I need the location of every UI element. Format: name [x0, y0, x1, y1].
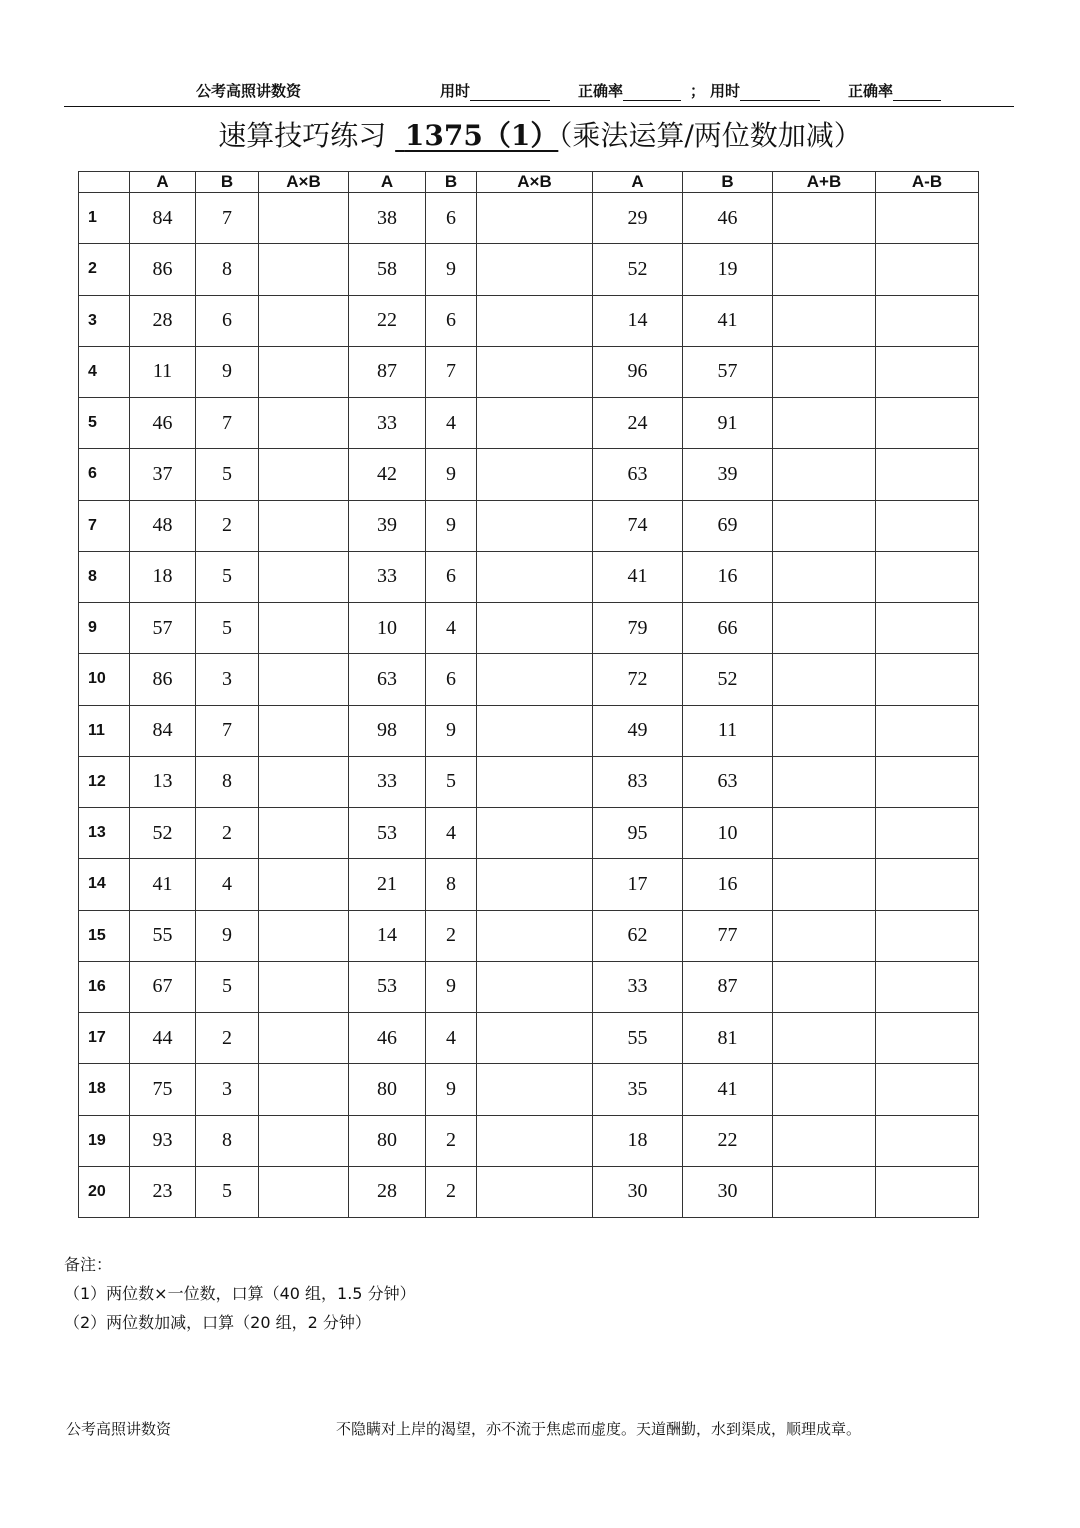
time-field-2[interactable] [710, 80, 820, 101]
page-header [0, 80, 1080, 104]
answer-cell[interactable] [477, 654, 593, 705]
operand-cell: 79 [593, 603, 683, 654]
answer-cell[interactable] [773, 1115, 876, 1166]
answer-cell[interactable] [773, 346, 876, 397]
operand-cell: 10 [349, 603, 426, 654]
operand-cell: 17 [593, 859, 683, 910]
answer-cell[interactable] [477, 705, 593, 756]
operand-cell: 57 [130, 603, 196, 654]
operand-cell: 23 [130, 1166, 196, 1217]
answer-cell[interactable] [259, 551, 349, 602]
answer-cell[interactable] [773, 449, 876, 500]
footer-motto: 不隐瞒对上岸的渴望，亦不流于焦虑而虚度。天道酬勤，水到渠成，顺理成章。 [336, 1420, 862, 1438]
answer-cell[interactable] [477, 1115, 593, 1166]
operand-cell: 63 [593, 449, 683, 500]
time-field-1[interactable] [440, 80, 550, 101]
operand-cell: 66 [683, 603, 773, 654]
row-number: 1 [79, 193, 130, 244]
operand-cell: 67 [130, 961, 196, 1012]
answer-cell[interactable] [259, 1064, 349, 1115]
answer-cell[interactable] [477, 1166, 593, 1217]
operand-cell: 8 [426, 859, 477, 910]
operand-cell: 29 [593, 193, 683, 244]
row-number: 7 [79, 500, 130, 551]
answer-cell[interactable] [876, 1064, 979, 1115]
operand-cell: 24 [593, 398, 683, 449]
row-number: 17 [79, 1013, 130, 1064]
operand-cell: 7 [196, 398, 259, 449]
table-header-row [79, 172, 979, 193]
operand-cell: 37 [130, 449, 196, 500]
operand-cell: 81 [683, 1013, 773, 1064]
operand-cell: 28 [349, 1166, 426, 1217]
answer-cell[interactable] [773, 1064, 876, 1115]
operand-cell: 38 [349, 193, 426, 244]
answer-cell[interactable] [259, 808, 349, 859]
operand-cell: 93 [130, 1115, 196, 1166]
operand-cell: 4 [196, 859, 259, 910]
operand-cell: 2 [196, 500, 259, 551]
operand-cell: 41 [683, 1064, 773, 1115]
table-row [79, 1064, 979, 1115]
answer-cell[interactable] [259, 961, 349, 1012]
answer-cell[interactable] [773, 910, 876, 961]
accuracy-label-1: 正确率 [578, 82, 624, 100]
answer-cell[interactable] [477, 551, 593, 602]
answer-cell[interactable] [773, 756, 876, 807]
answer-cell[interactable] [876, 961, 979, 1012]
operand-cell: 9 [426, 449, 477, 500]
operand-cell: 41 [593, 551, 683, 602]
operand-cell: 46 [349, 1013, 426, 1064]
answer-cell[interactable] [259, 244, 349, 295]
column-header: A [130, 172, 196, 193]
answer-cell[interactable] [477, 193, 593, 244]
table-row [79, 1013, 979, 1064]
operand-cell: 10 [683, 808, 773, 859]
answer-cell[interactable] [259, 1013, 349, 1064]
answer-cell[interactable] [259, 346, 349, 397]
answer-cell[interactable] [876, 193, 979, 244]
operand-cell: 77 [683, 910, 773, 961]
answer-cell[interactable] [876, 705, 979, 756]
operand-cell: 9 [426, 961, 477, 1012]
answer-cell[interactable] [876, 654, 979, 705]
answer-cell[interactable] [876, 398, 979, 449]
header-divider [64, 106, 1014, 107]
time-blank-1[interactable] [470, 84, 550, 101]
table-row [79, 193, 979, 244]
operand-cell: 63 [683, 756, 773, 807]
operand-cell: 2 [196, 1013, 259, 1064]
column-header: A×B [477, 172, 593, 193]
answer-cell[interactable] [477, 295, 593, 346]
operand-cell: 83 [593, 756, 683, 807]
operand-cell: 13 [130, 756, 196, 807]
table-row [79, 910, 979, 961]
operand-cell: 18 [130, 551, 196, 602]
operand-cell: 8 [196, 1115, 259, 1166]
column-header: B [426, 172, 477, 193]
operand-cell: 7 [196, 705, 259, 756]
table-row [79, 1115, 979, 1166]
operand-cell: 5 [196, 603, 259, 654]
operand-cell: 18 [593, 1115, 683, 1166]
notes-section [64, 1250, 416, 1337]
answer-cell[interactable] [477, 910, 593, 961]
table-row [79, 295, 979, 346]
operand-cell: 87 [349, 346, 426, 397]
column-header: B [196, 172, 259, 193]
operand-cell: 2 [196, 808, 259, 859]
row-number: 14 [79, 859, 130, 910]
operand-cell: 9 [196, 910, 259, 961]
row-number: 3 [79, 295, 130, 346]
answer-cell[interactable] [477, 961, 593, 1012]
answer-cell[interactable] [773, 295, 876, 346]
operand-cell: 44 [130, 1013, 196, 1064]
operand-cell: 5 [426, 756, 477, 807]
operand-cell: 96 [593, 346, 683, 397]
answer-cell[interactable] [876, 808, 979, 859]
time-label-2: 用时 [710, 82, 741, 100]
operand-cell: 33 [349, 756, 426, 807]
operand-cell: 84 [130, 193, 196, 244]
operand-cell: 9 [426, 244, 477, 295]
page-title [0, 114, 1080, 154]
table-row [79, 603, 979, 654]
answer-cell[interactable] [259, 295, 349, 346]
practice-table [78, 171, 979, 1218]
answer-cell[interactable] [773, 859, 876, 910]
answer-cell[interactable] [876, 756, 979, 807]
notes-label: 备注： [64, 1255, 113, 1274]
answer-cell[interactable] [773, 961, 876, 1012]
row-number: 5 [79, 398, 130, 449]
operand-cell: 33 [349, 551, 426, 602]
operand-cell: 2 [426, 1115, 477, 1166]
column-header: A-B [876, 172, 979, 193]
operand-cell: 86 [130, 654, 196, 705]
column-header: A+B [773, 172, 876, 193]
title-suffix: （乘法运算/两位数加减） [558, 119, 862, 152]
operand-cell: 11 [683, 705, 773, 756]
answer-cell[interactable] [259, 500, 349, 551]
operand-cell: 14 [349, 910, 426, 961]
operand-cell: 58 [349, 244, 426, 295]
row-number: 15 [79, 910, 130, 961]
operand-cell: 52 [130, 808, 196, 859]
table-row [79, 808, 979, 859]
operand-cell: 30 [683, 1166, 773, 1217]
operand-cell: 41 [683, 295, 773, 346]
operand-cell: 5 [196, 1166, 259, 1217]
table-row [79, 654, 979, 705]
answer-cell[interactable] [773, 1166, 876, 1217]
operand-cell: 9 [426, 1064, 477, 1115]
operand-cell: 9 [426, 500, 477, 551]
time-label-1: 用时 [440, 82, 471, 100]
operand-cell: 16 [683, 551, 773, 602]
operand-cell: 53 [349, 961, 426, 1012]
answer-cell[interactable] [259, 603, 349, 654]
title-code [395, 119, 558, 152]
operand-cell: 5 [196, 961, 259, 1012]
column-header: B [683, 172, 773, 193]
answer-cell[interactable] [259, 756, 349, 807]
answer-cell[interactable] [259, 449, 349, 500]
row-number: 18 [79, 1064, 130, 1115]
answer-cell[interactable] [259, 1166, 349, 1217]
operand-cell: 39 [683, 449, 773, 500]
row-number: 16 [79, 961, 130, 1012]
operand-cell: 52 [683, 654, 773, 705]
row-number: 6 [79, 449, 130, 500]
operand-cell: 49 [593, 705, 683, 756]
operand-cell: 33 [593, 961, 683, 1012]
operand-cell: 63 [349, 654, 426, 705]
operand-cell: 72 [593, 654, 683, 705]
header-separator: ； [690, 82, 706, 100]
operand-cell: 95 [593, 808, 683, 859]
answer-cell[interactable] [477, 1013, 593, 1064]
answer-cell[interactable] [876, 1013, 979, 1064]
answer-cell[interactable] [259, 910, 349, 961]
operand-cell: 86 [130, 244, 196, 295]
accuracy-field-1[interactable] [578, 80, 681, 101]
table-row [79, 500, 979, 551]
operand-cell: 69 [683, 500, 773, 551]
answer-cell[interactable] [259, 1115, 349, 1166]
answer-cell[interactable] [773, 705, 876, 756]
answer-cell[interactable] [773, 500, 876, 551]
operand-cell: 14 [593, 295, 683, 346]
operand-cell: 4 [426, 603, 477, 654]
operand-cell: 8 [196, 756, 259, 807]
operand-cell: 62 [593, 910, 683, 961]
answer-cell[interactable] [477, 603, 593, 654]
operand-cell: 33 [349, 398, 426, 449]
operand-cell: 39 [349, 500, 426, 551]
operand-cell: 30 [593, 1166, 683, 1217]
operand-cell: 6 [426, 551, 477, 602]
answer-cell[interactable] [876, 500, 979, 551]
operand-cell: 4 [426, 398, 477, 449]
column-header: A [349, 172, 426, 193]
operand-cell: 87 [683, 961, 773, 1012]
column-header: A×B [259, 172, 349, 193]
answer-cell[interactable] [876, 1166, 979, 1217]
operand-cell: 4 [426, 1013, 477, 1064]
table-row [79, 398, 979, 449]
operand-cell: 6 [426, 295, 477, 346]
operand-cell: 42 [349, 449, 426, 500]
answer-cell[interactable] [876, 346, 979, 397]
operand-cell: 80 [349, 1115, 426, 1166]
operand-cell: 16 [683, 859, 773, 910]
row-number: 4 [79, 346, 130, 397]
answer-cell[interactable] [477, 398, 593, 449]
row-number: 11 [79, 705, 130, 756]
answer-cell[interactable] [259, 859, 349, 910]
title-code-text: 1375（1） [404, 119, 559, 152]
table-row [79, 705, 979, 756]
answer-cell[interactable] [477, 500, 593, 551]
answer-cell[interactable] [477, 808, 593, 859]
operand-cell: 21 [349, 859, 426, 910]
answer-cell[interactable] [773, 654, 876, 705]
operand-cell: 55 [593, 1013, 683, 1064]
row-number: 9 [79, 603, 130, 654]
row-number: 20 [79, 1166, 130, 1217]
table-row [79, 961, 979, 1012]
operand-cell: 6 [196, 295, 259, 346]
answer-cell[interactable] [773, 551, 876, 602]
operand-cell: 5 [196, 449, 259, 500]
operand-cell: 28 [130, 295, 196, 346]
row-number: 19 [79, 1115, 130, 1166]
operand-cell: 35 [593, 1064, 683, 1115]
answer-cell[interactable] [477, 1064, 593, 1115]
operand-cell: 3 [196, 1064, 259, 1115]
operand-cell: 22 [683, 1115, 773, 1166]
operand-cell: 8 [196, 244, 259, 295]
answer-cell[interactable] [876, 603, 979, 654]
answer-cell[interactable] [773, 193, 876, 244]
answer-cell[interactable] [773, 808, 876, 859]
answer-cell[interactable] [773, 244, 876, 295]
note-item: （2）两位数加减，口算（20 组，2 分钟） [64, 1313, 371, 1332]
table-row [79, 244, 979, 295]
table-row [79, 756, 979, 807]
accuracy-blank-1[interactable] [623, 84, 681, 101]
operand-cell: 7 [196, 193, 259, 244]
operand-cell: 53 [349, 808, 426, 859]
answer-cell[interactable] [477, 346, 593, 397]
operand-cell: 2 [426, 910, 477, 961]
operand-cell: 91 [683, 398, 773, 449]
operand-cell: 2 [426, 1166, 477, 1217]
answer-cell[interactable] [477, 859, 593, 910]
operand-cell: 41 [130, 859, 196, 910]
table-row [79, 551, 979, 602]
operand-cell: 46 [130, 398, 196, 449]
operand-cell: 4 [426, 808, 477, 859]
operand-cell: 84 [130, 705, 196, 756]
table-body [79, 193, 979, 1218]
answer-cell[interactable] [477, 756, 593, 807]
operand-cell: 46 [683, 193, 773, 244]
operand-cell: 7 [426, 346, 477, 397]
answer-cell[interactable] [259, 654, 349, 705]
answer-cell[interactable] [876, 244, 979, 295]
answer-cell[interactable] [773, 398, 876, 449]
operand-cell: 57 [683, 346, 773, 397]
answer-cell[interactable] [876, 910, 979, 961]
answer-cell[interactable] [773, 1013, 876, 1064]
answer-cell[interactable] [773, 603, 876, 654]
row-number: 8 [79, 551, 130, 602]
accuracy-field-2[interactable] [848, 80, 941, 101]
operand-cell: 22 [349, 295, 426, 346]
operand-cell: 74 [593, 500, 683, 551]
operand-cell: 5 [196, 551, 259, 602]
title-prefix: 速算技巧练习 [218, 119, 387, 152]
column-header: A [593, 172, 683, 193]
accuracy-label-2: 正确率 [848, 82, 894, 100]
answer-cell[interactable] [876, 551, 979, 602]
header-brand: 公考高照讲数资 [196, 82, 302, 100]
operand-cell: 48 [130, 500, 196, 551]
operand-cell: 6 [426, 193, 477, 244]
operand-cell: 52 [593, 244, 683, 295]
answer-cell[interactable] [477, 244, 593, 295]
answer-cell[interactable] [477, 449, 593, 500]
column-header-index [79, 172, 130, 193]
table-row [79, 1166, 979, 1217]
answer-cell[interactable] [876, 449, 979, 500]
operand-cell: 75 [130, 1064, 196, 1115]
operand-cell: 9 [426, 705, 477, 756]
operand-cell: 80 [349, 1064, 426, 1115]
row-number: 10 [79, 654, 130, 705]
answer-cell[interactable] [876, 295, 979, 346]
operand-cell: 98 [349, 705, 426, 756]
table-row [79, 449, 979, 500]
operand-cell: 9 [196, 346, 259, 397]
operand-cell: 55 [130, 910, 196, 961]
operand-cell: 11 [130, 346, 196, 397]
table-row [79, 859, 979, 910]
answer-cell[interactable] [876, 859, 979, 910]
table-row [79, 346, 979, 397]
answer-cell[interactable] [259, 705, 349, 756]
row-number: 2 [79, 244, 130, 295]
footer-brand: 公考高照讲数资 [66, 1420, 172, 1438]
operand-cell: 19 [683, 244, 773, 295]
time-blank-2[interactable] [740, 84, 820, 101]
note-item: （1）两位数×一位数，口算（40 组，1.5 分钟） [64, 1284, 416, 1303]
operand-cell: 6 [426, 654, 477, 705]
answer-cell[interactable] [259, 193, 349, 244]
answer-cell[interactable] [259, 398, 349, 449]
row-number: 13 [79, 808, 130, 859]
operand-cell: 3 [196, 654, 259, 705]
row-number: 12 [79, 756, 130, 807]
answer-cell[interactable] [876, 1115, 979, 1166]
accuracy-blank-2[interactable] [893, 84, 941, 101]
